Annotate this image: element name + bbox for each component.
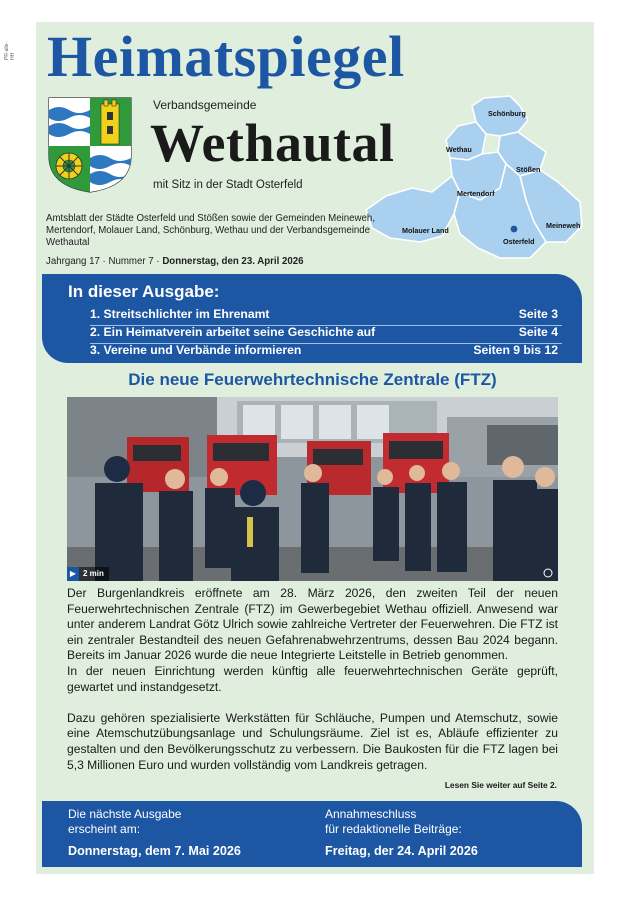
municipality-map [360, 92, 585, 262]
map-label-stoessen: Stößen [516, 165, 541, 174]
next-issue-date: Donnerstag, dem 7. Mai 2026 [68, 844, 241, 858]
map-label-wethau: Wethau [446, 145, 472, 154]
amtsblatt-description: Amtsblatt der Städte Osterfeld und Stößen sowie der Gemeinden Meineweh, Mertendorf, Molauer Land, Schönburg, Wethau und der Verbandsgemeinde Wethautal [46, 213, 376, 248]
table-of-contents [42, 274, 582, 363]
osterfeld-marker-icon [511, 226, 518, 233]
map-label-mertendorf: Mertendorf [457, 189, 495, 198]
municipality-name: Wethautal [150, 113, 395, 173]
toc-item-page: Seite 4 [518, 325, 558, 339]
article-paragraph: In der neuen Einrichtung werden künftig alle feuerwehrtechnischen Geräte geprüft, gewartet und instandgesetzt. [67, 663, 558, 694]
issue-volume: Jahrgang 17 · Nummer 7 · [46, 256, 163, 267]
article-paragraph: Der Burgenlandkreis eröffnete am 28. März 2026, den zweiten Teil der neuen Feuerwehrtechnischen Zentrale (FTZ) im Gewerbegebiet Wethau offiziell. Anwesend war unter anderem Landrat Götz Ulrich sowie zahlreiche Vertreter der Feuerwehren. Die FTZ ist ein zentraler Bestandteil des neuen Gefahrenabwehrzentrums, dessen Bau 2024 begann. Bereits im Januar 2026 wurde die neue Integrierte Leitstelle in Betrieb genommen. [67, 586, 558, 663]
toc-item-label: 2. Ein Heimatverein arbeitet seine Geschichte auf [90, 325, 376, 339]
toc-item[interactable] [90, 343, 560, 357]
toc-heading: In dieser Ausgabe: [68, 282, 220, 301]
deadline-date: Freitag, der 24. April 2026 [325, 844, 478, 858]
coat-of-arms-icon [47, 96, 133, 194]
toc-item-page: Seite 3 [518, 307, 558, 321]
toc-item[interactable] [90, 307, 560, 321]
map-label-osterfeld: Osterfeld [503, 237, 535, 246]
toc-item-label: 3. Vereine und Verbände informieren [90, 343, 302, 357]
article-headline: Die neue Feuerwehrtechnische Zentrale (FTZ) [128, 370, 497, 389]
map-label-schoenburg: Schönburg [488, 109, 526, 118]
article-paragraph: Dazu gehören spezialisierte Werkstätten für Schläuche, Pumpen und Atemschutz, sowie eine Atemschutzübungsanlage und Schulungsräume. Ziel ist es, Abläufe effizienter zu gestalten und den Bevölkerungsschutz zu verbessern. Die Baukosten für die FTZ lagen bei 5,3 Millionen Euro und wurden vollständig vom Landkreis getragen. [67, 710, 558, 772]
video-duration: 2 min [83, 569, 104, 578]
side-print-code: PR-alle-HH [4, 41, 16, 60]
seat-subtitle: mit Sitz in der Stadt Osterfeld [153, 179, 303, 191]
article-photo[interactable] [67, 397, 558, 581]
video-duration-badge[interactable] [67, 567, 109, 581]
article-body [67, 586, 558, 773]
issue-date: Donnerstag, den 23. April 2026 [162, 256, 304, 267]
toc-item[interactable] [90, 325, 560, 339]
issue-line [46, 256, 304, 267]
deadline-label: Annahmeschluss für redaktionelle Beiträge: [325, 807, 462, 836]
continue-reading-note: Lesen Sie weiter auf Seite 2. [444, 780, 557, 790]
toc-item-page: Seiten 9 bis 12 [473, 343, 558, 357]
map-label-molauer-land: Molauer Land [402, 226, 449, 235]
map-label-meineweh: Meineweh [546, 221, 581, 230]
verbandsgemeinde-label: Verbandsgemeinde [153, 98, 257, 112]
toc-item-label: 1. Streitschlichter im Ehrenamt [90, 307, 270, 321]
masthead-title: Heimatspiegel [47, 24, 405, 89]
footer-banner [42, 801, 582, 867]
next-issue-label: Die nächste Ausgabe erscheint am: [68, 807, 182, 836]
play-icon: ▶ [67, 567, 79, 581]
